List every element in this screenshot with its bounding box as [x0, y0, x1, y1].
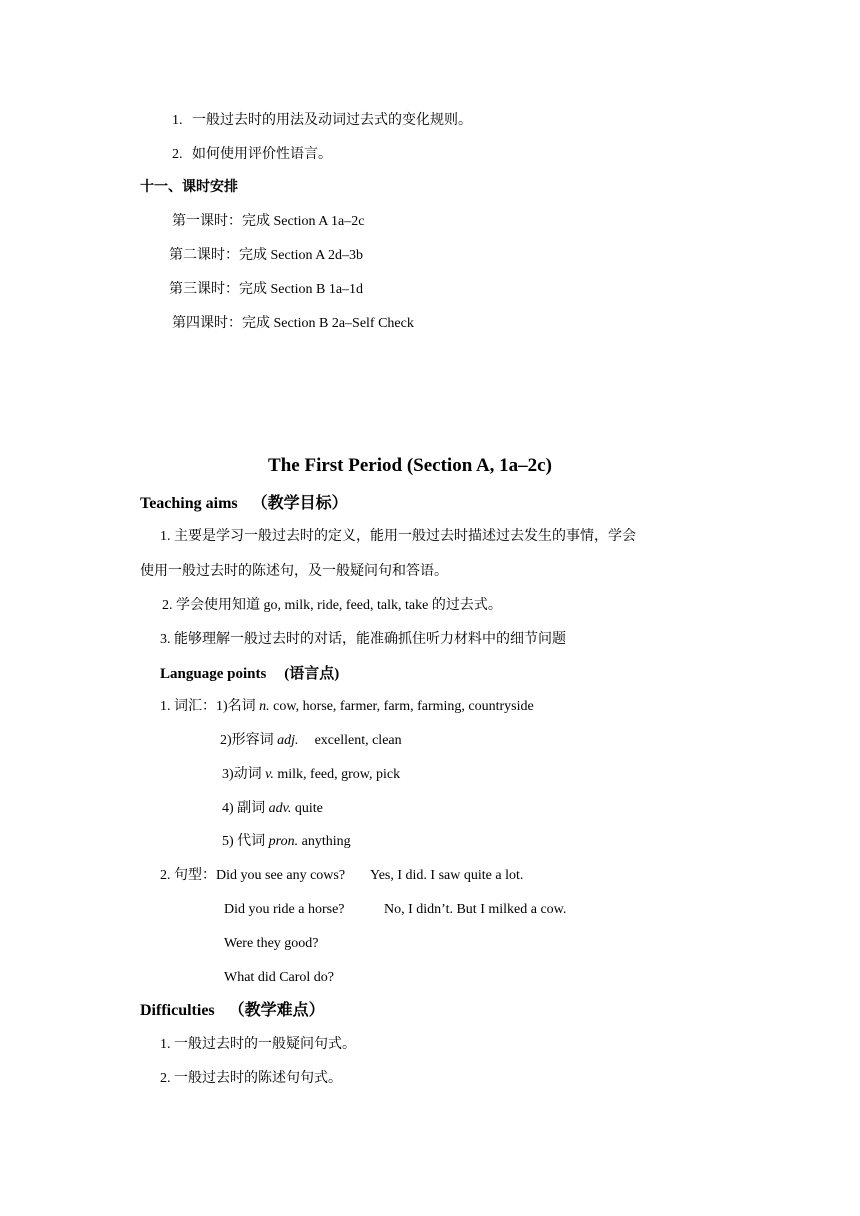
top-list-item-2 — [172, 145, 332, 165]
vocab-pos: adv. — [268, 801, 292, 816]
list-text: 一般过去时的用法及动词过去式的变化规则。 — [192, 113, 472, 128]
sentence-answer: No, I didn’t. But I milked a cow. — [384, 902, 567, 917]
heading-cn: （教学目标） — [251, 495, 348, 512]
vocab-pre: 2)形容词 — [220, 733, 278, 748]
sentence-row-4: What did Carol do? — [224, 970, 335, 985]
schedule-item: 第四课时：完成 Section B 2a–Self Check — [172, 316, 414, 331]
period-title: The First Period (Section A, 1a–2c) — [268, 455, 552, 476]
sentence-label: 2. 句型： — [160, 868, 216, 883]
heading-cn: （教学难点） — [228, 1002, 325, 1019]
sentence-row-3: Were they good? — [224, 936, 319, 951]
vocab-pos: adj. — [277, 733, 299, 748]
vocab-words: milk, feed, grow, pick — [273, 767, 401, 782]
schedule-item: 第一课时：完成 Section A 1a–2c — [172, 214, 365, 229]
vocab-pos: v. — [265, 767, 274, 782]
vocab-words: anything — [298, 834, 351, 849]
teaching-aims-heading — [140, 494, 348, 514]
vocab-pre: 3)动词 — [222, 767, 266, 782]
sentence-question: Did you see any cows? — [216, 868, 346, 883]
vocab-pre: 5) 代词 — [222, 834, 269, 849]
vocab-row-5 — [222, 832, 351, 852]
sentence-answer: Yes, I did. I saw quite a lot. — [370, 868, 524, 883]
vocab-row-4 — [222, 799, 323, 819]
schedule-item: 第三课时：完成 Section B 1a–1d — [169, 282, 364, 297]
vocab-row-1 — [160, 697, 534, 717]
heading-en: Difficulties — [140, 1002, 215, 1019]
vocab-words: excellent, clean — [314, 733, 402, 748]
list-text: 如何使用评价性语言。 — [192, 147, 332, 162]
heading-cn: (语言点) — [284, 666, 340, 682]
vocab-pre: 4) 副词 — [222, 801, 269, 816]
schedule-item: 第二课时：完成 Section A 2d–3b — [169, 248, 364, 263]
vocab-label: 1. 词汇： — [160, 699, 216, 714]
aims-item-2: 2. 学会使用知道 go, milk, ride, feed, talk, take 的过去式。 — [162, 598, 502, 613]
schedule-heading: 十一、课时安排 — [140, 180, 238, 195]
difficulties-item: 1. 一般过去时的一般疑问句式。 — [160, 1037, 356, 1052]
aims-item-1-cont: 使用一般过去时的陈述句，及一般疑问句和答语。 — [140, 564, 448, 579]
list-number: 1. — [172, 113, 183, 128]
vocab-words: cow, horse, farmer, farm, farming, countryside — [269, 699, 534, 714]
aims-item-3: 3. 能够理解一般过去时的对话，能准确抓住听力材料中的细节问题 — [160, 632, 566, 647]
vocab-pre: 1)名词 — [216, 699, 260, 714]
sentence-row-2 — [224, 900, 566, 920]
vocab-words: quite — [291, 801, 323, 816]
vocab-row-2 — [220, 731, 402, 751]
language-points-heading — [160, 664, 339, 684]
difficulties-item: 2. 一般过去时的陈述句句式。 — [160, 1071, 342, 1086]
heading-en: Teaching aims — [140, 495, 238, 512]
list-number: 2. — [172, 147, 183, 162]
difficulties-heading — [140, 1001, 325, 1021]
top-list-item-1 — [172, 111, 472, 131]
sentence-row-1 — [160, 866, 523, 886]
vocab-pos: n. — [259, 699, 270, 714]
sentence-question: Did you ride a horse? — [224, 902, 345, 917]
vocab-pos: pron. — [268, 834, 299, 849]
aims-item-1: 1. 主要是学习一般过去时的定义，能用一般过去时描述过去发生的事情，学会 — [160, 529, 636, 544]
vocab-row-3 — [222, 765, 400, 785]
heading-en: Language points — [160, 666, 267, 682]
